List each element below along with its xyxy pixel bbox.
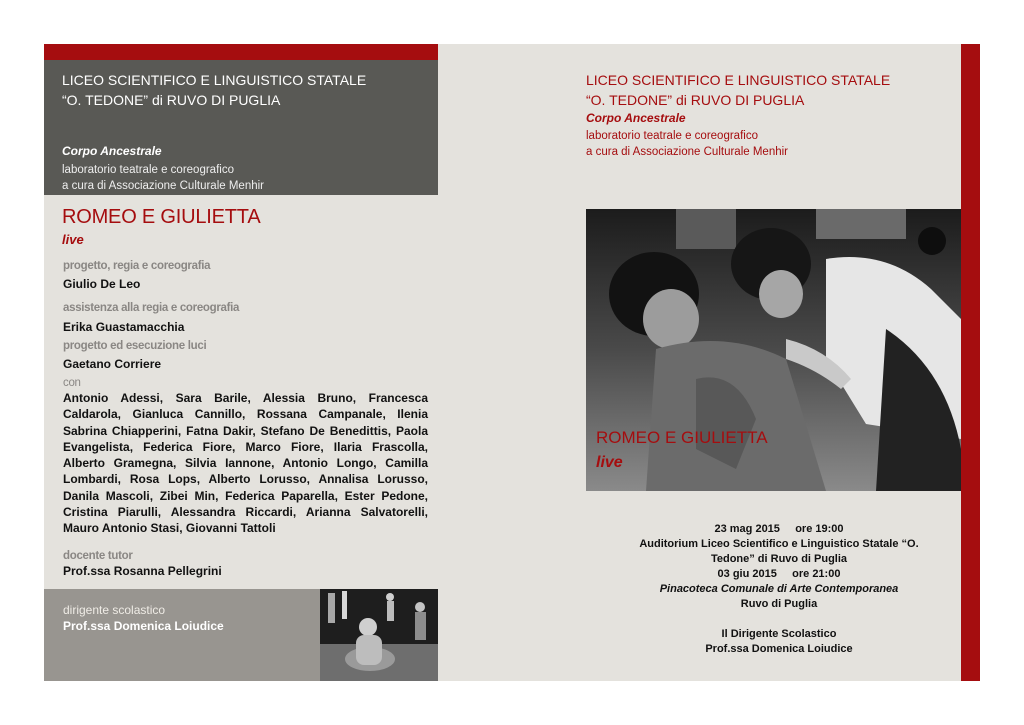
project-description-left: [62, 162, 264, 194]
tutor-name: Prof.ssa Rosanna Pellegrini: [63, 564, 222, 578]
performance-photo: [586, 209, 961, 491]
spacer: [624, 612, 934, 627]
rehearsal-photo-small: [320, 589, 438, 681]
event-info: [624, 522, 934, 657]
school-line1: LICEO SCIENTIFICO E LINGUISTICO STATALE: [62, 72, 367, 88]
lab-text: laboratorio teatrale e coreografico: [62, 164, 234, 176]
project-description-right: [586, 128, 788, 160]
project-name-right: Corpo Ancestrale: [586, 111, 686, 125]
credit-name: Gaetano Corriere: [63, 357, 162, 371]
credit-role: assistenza alla regia e coreografia: [63, 302, 240, 314]
lab-text: laboratorio teatrale e coreografico: [586, 130, 758, 142]
credit-role: progetto ed esecuzione luci: [63, 340, 207, 352]
school-line2: “O. TEDONE” di RUVO DI PUGLIA: [62, 92, 281, 108]
show-title-left: ROMEO E GIULIETTA: [62, 206, 261, 228]
photo-live: live: [596, 454, 623, 471]
school-name-left: [62, 70, 366, 110]
credit-name: Erika Guastamacchia: [63, 320, 185, 334]
head-box: [44, 589, 320, 681]
credit-role: progetto, regia e coreografia: [63, 260, 211, 272]
header-box-left: [44, 60, 438, 195]
cast-list: Antonio Adessi, Sara Barile, Alessia Bruno, Francesca Caldarola, Gianluca Cannillo, Rossana Campanale, Ilenia Sabrina Chiapperini, Fatna Dakir, Stefano De Benedittis, Paola Evangelista, Federica Fiore, Marco Fiore, Ilaria Frascolla, Alberto Gramegna, Silvia Iannone, Antonio Longo, Camilla Lombardi, Rosa Lops, Alberto Lorusso, Annalisa Lorusso, Danila Mascoli, Zibei Min, Federica Paparella, Ester Pedone, Cristina Piarulli, Alessandra Riccardi, Arianna Salvatorelli, Mauro Antonio Stasi, Giovanni Tattoli: [63, 391, 428, 536]
school-line2: “O. TEDONE” di RUVO DI PUGLIA: [586, 92, 805, 108]
curated-text: a cura di Associazione Culturale Menhir: [62, 180, 264, 192]
curated-text: a cura di Associazione Culturale Menhir: [586, 146, 788, 158]
cast-label: con: [63, 377, 81, 389]
tutor-label: docente tutor: [63, 550, 133, 562]
signature-label: Il Dirigente Scolastico: [721, 628, 837, 640]
right-red-band: [961, 44, 980, 681]
date-2: 03 giu 2015 ore 21:00: [717, 568, 841, 580]
head-name: Prof.ssa Domenica Loiudice: [63, 619, 224, 633]
school-name-right: [586, 70, 890, 110]
date-1: 23 mag 2015 ore 19:00: [714, 523, 844, 535]
head-label: dirigente scolastico: [63, 603, 166, 617]
venue-1-line2: Tedone” di Ruvo di Puglia: [710, 553, 848, 565]
venue-2: Pinacoteca Comunale di Arte Contemporanea: [659, 583, 899, 595]
school-line1: LICEO SCIENTIFICO E LINGUISTICO STATALE: [586, 72, 891, 88]
venue-2-line2: Ruvo di Puglia: [740, 598, 818, 610]
live-label-left: live: [62, 232, 84, 247]
brochure-page: [44, 44, 980, 681]
top-red-band: [44, 44, 438, 60]
credit-name: Giulio De Leo: [63, 277, 141, 291]
venue-1: Auditorium Liceo Scientifico e Linguistico Statale “O.: [639, 538, 919, 550]
project-name-left: Corpo Ancestrale: [62, 144, 162, 158]
photo-title: ROMEO E GIULIETTA: [596, 428, 768, 447]
signature-name: Prof.ssa Domenica Loiudice: [705, 643, 853, 655]
